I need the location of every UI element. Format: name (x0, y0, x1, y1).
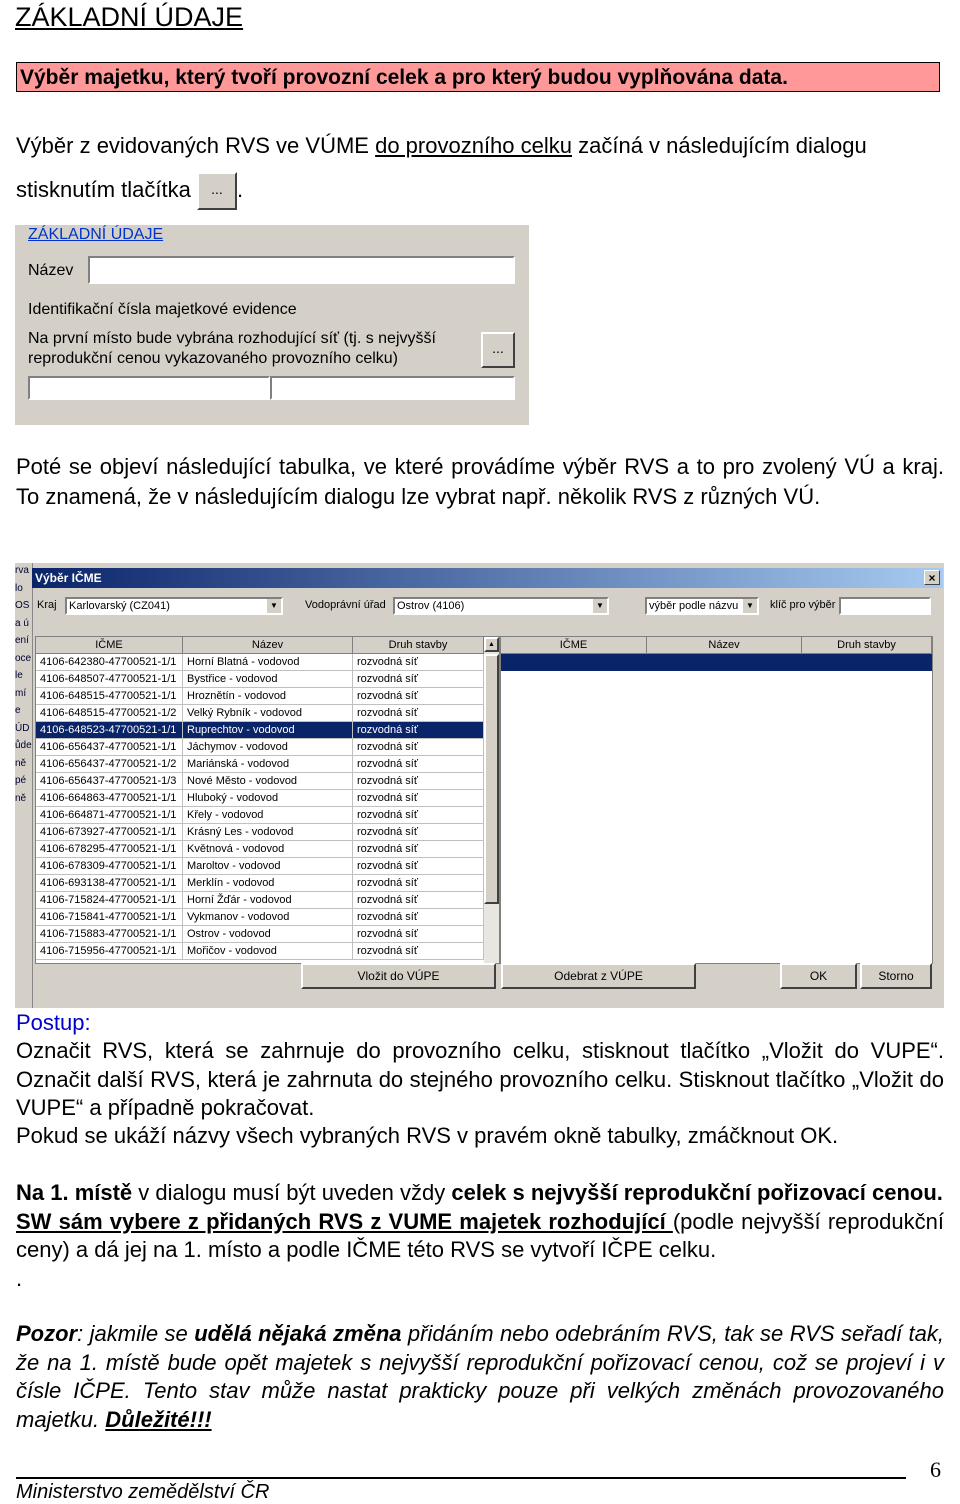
cell-type: rozvodná síť (353, 875, 484, 892)
cell-ichme: 4106-656437-47700521-1/1 (36, 739, 183, 756)
table-row[interactable] (36, 790, 484, 807)
intro-dot: . (236, 177, 244, 202)
table-row[interactable] (36, 705, 484, 722)
cell-ichme: 4106-648515-47700521-1/1 (36, 688, 183, 705)
warning-label: Pozor (16, 1321, 78, 1346)
cell-name: Květnová - vodovod (183, 841, 353, 858)
background-window-fragment: ůde (15, 740, 32, 751)
id-input-1[interactable] (28, 376, 270, 400)
footer-organization: Ministerstvo zemědělství ČR (16, 1481, 270, 1503)
background-window-fragment: lo (15, 582, 23, 594)
rule-bold-2: celek s nejvyšší reprodukční pořizovací cenou. (451, 1180, 943, 1205)
cell-type: rozvodná síť (353, 909, 484, 926)
background-window-fragment: le (15, 670, 23, 681)
cell-ichme: 4106-642380-47700521-1/1 (36, 654, 183, 671)
cell-type: rozvodná síť (353, 858, 484, 875)
rule-dot: . (16, 1265, 23, 1291)
table-row[interactable] (36, 875, 484, 892)
water-authority-label: Vodoprávní úřad (305, 599, 386, 611)
dialog-title: Výběr IČME (35, 571, 102, 585)
intro-paragraph (16, 124, 944, 212)
name-label: Název (28, 262, 74, 279)
table-row[interactable] (36, 756, 484, 773)
cell-name: Mořičov - vodovod (183, 943, 353, 960)
selected-grid-empty-row[interactable] (501, 654, 932, 671)
available-grid (35, 636, 500, 964)
background-window-fragment: mí (15, 687, 27, 699)
selected-grid (500, 636, 933, 964)
cell-type: rozvodná síť (353, 841, 484, 858)
cell-ichme: 4106-715956-47700521-1/1 (36, 943, 183, 960)
procedure-title: Postup: (16, 1010, 91, 1035)
warning-text-1: : jakmile se (77, 1321, 195, 1346)
cell-type: rozvodná síť (353, 688, 484, 705)
cell-ichme: 4106-693138-47700521-1/1 (36, 875, 183, 892)
cell-name: Bystřice - vodovod (183, 671, 353, 688)
procedure-text-2: Pokud se ukáží názvy všech vybraných RVS v pravém okně tabulky, zmáčknout OK. (16, 1123, 839, 1148)
cell-name: Horní Žďár - vodovod (183, 892, 353, 909)
background-window-fragment: ně (15, 792, 27, 804)
col-header-ichme-right[interactable]: IČME (501, 637, 647, 654)
cell-type: rozvodná síť (353, 654, 484, 671)
cell-ichme: 4106-648507-47700521-1/1 (36, 671, 183, 688)
cell-name: Krásný Les - vodovod (183, 824, 353, 841)
footer-rule (16, 1477, 906, 1479)
cell-ichme: 4106-715841-47700521-1/1 (36, 909, 183, 926)
table-row[interactable] (36, 688, 484, 705)
page-number: 6 (930, 1457, 941, 1482)
dropdown-arrow-icon: ▼ (593, 599, 607, 613)
cell-type: rozvodná síť (353, 756, 484, 773)
background-window-fragment: OS (15, 600, 30, 611)
cell-ichme: 4106-715824-47700521-1/1 (36, 892, 183, 909)
ok-button[interactable]: OK (780, 963, 857, 989)
cell-name: Velký Rybník - vodovod (183, 705, 353, 722)
scroll-thumb[interactable] (484, 654, 499, 904)
cell-name: Ruprechtov - vodovod (183, 722, 353, 739)
col-header-name[interactable]: Název (183, 637, 353, 654)
table-row[interactable] (36, 858, 484, 875)
cell-type: rozvodná síť (353, 943, 484, 960)
cell-type: rozvodná síť (353, 926, 484, 943)
background-window-fragment: pé (15, 775, 27, 786)
background-window-fragment: ení (15, 635, 29, 646)
cell-ichme: 4106-673927-47700521-1/1 (36, 824, 183, 841)
rule-bold-1: Na 1. místě (16, 1180, 133, 1205)
rule-text-1: v dialogu musí být uveden vždy (132, 1180, 452, 1205)
scroll-up-icon[interactable]: ▲ (484, 637, 499, 652)
grid-scrollbar[interactable] (484, 637, 499, 963)
cell-name: Horní Blatná - vodovod (183, 654, 353, 671)
table-row[interactable] (36, 654, 484, 671)
rule-underlined: SW sám vybere z přidaných RVS z VUME majetek rozhodující (16, 1208, 673, 1234)
form-browse-button[interactable]: ... (481, 332, 515, 368)
cell-type: rozvodná síť (353, 773, 484, 790)
table-row[interactable] (36, 671, 484, 688)
table-row[interactable] (36, 739, 484, 756)
cell-name: Mariánská - vodovod (183, 756, 353, 773)
background-window-fragment: a ú (15, 617, 29, 629)
highlight-bar: Výběr majetku, který tvoří provozní celek a pro který budou vyplňována data. (16, 62, 940, 92)
cell-name: Hluboký - vodovod (183, 790, 353, 807)
cell-ichme: 4106-656437-47700521-1/2 (36, 756, 183, 773)
cell-type: rozvodná síť (353, 722, 484, 739)
cell-name: Ostrov - vodovod (183, 926, 353, 943)
table-row[interactable] (36, 926, 484, 943)
cell-ichme: 4106-648523-47700521-1/1 (36, 722, 183, 739)
intro-underlined: do provozního celku (375, 133, 572, 158)
table-row[interactable] (36, 824, 484, 841)
cell-ichme: 4106-678309-47700521-1/1 (36, 858, 183, 875)
cell-ichme: 4106-656437-47700521-1/3 (36, 773, 183, 790)
cell-type: rozvodná síť (353, 790, 484, 807)
cell-name: Křely - vodovod (183, 807, 353, 824)
intro-text-1: Výběr z evidovaných RVS ve VÚME (16, 133, 376, 158)
key-input[interactable] (839, 597, 931, 615)
insert-button[interactable]: Vložit do VÚPE (301, 963, 496, 989)
region-label: Kraj (37, 599, 57, 611)
dialog-titlebar (32, 568, 943, 588)
col-header-name-right[interactable]: Název (647, 637, 802, 654)
warning-text-2: přidáním nebo odebráním RVS, tak se RVS seřadí tak, že na 1. místě bude opět majetek s nejvyšší reprodukční pořizovací cenou, což se projeví i v čísle IČPE. Tento stav může nastat prakticky pouze při velkých změnách provozovaného majetku. (16, 1321, 945, 1432)
cell-ichme: 4106-648515-47700521-1/2 (36, 705, 183, 722)
dropdown-arrow-icon: ▼ (743, 599, 757, 613)
water-authority-select[interactable] (393, 597, 609, 615)
cell-name: Nové Město - vodovod (183, 773, 353, 790)
background-window-fragment: ně (15, 757, 27, 769)
basic-data-form (15, 225, 529, 425)
close-icon[interactable]: × (924, 570, 940, 585)
cell-type: rozvodná síť (353, 739, 484, 756)
warning-bold: udělá nějaká změna (194, 1321, 402, 1346)
cell-name: Hroznětín - vodovod (183, 688, 353, 705)
cell-ichme: 4106-715883-47700521-1/1 (36, 926, 183, 943)
browse-button-sample[interactable]: ... (197, 172, 237, 210)
warning-paragraph (16, 1320, 944, 1434)
cell-ichme: 4106-664863-47700521-1/1 (36, 790, 183, 807)
cell-type: rozvodná síť (353, 824, 484, 841)
cell-name: Maroltov - vodovod (183, 858, 353, 875)
cell-type: rozvodná síť (353, 671, 484, 688)
important-note: Důležité!!! (105, 1406, 212, 1432)
cell-name: Vykmanov - vodovod (183, 909, 353, 926)
cell-type: rozvodná síť (353, 892, 484, 909)
form-note: Na první místo bude vybrána rozhodující síť (tj. s nejvyšší reprodukční cenou vykazovaného provozního celku) (28, 330, 436, 367)
table-row[interactable] (36, 943, 484, 960)
col-header-type[interactable]: Druh stavby (353, 637, 484, 654)
table-row[interactable] (36, 892, 484, 909)
id-input-2[interactable] (270, 376, 515, 400)
search-mode-value: výběr podle názvu (649, 600, 739, 612)
page-heading: ZÁKLADNÍ ÚDAJE (15, 2, 244, 32)
rule-paragraph (16, 1179, 944, 1293)
remove-button[interactable]: Odebrat z VÚPE (501, 963, 696, 989)
table-row[interactable] (36, 722, 484, 739)
background-window-fragment: e (15, 705, 21, 716)
name-input[interactable] (88, 256, 515, 284)
region-select-value: Karlovarský (CZ041) (69, 600, 170, 612)
table-row[interactable] (36, 807, 484, 824)
cancel-button[interactable]: Storno (860, 963, 932, 989)
search-mode-select[interactable] (645, 597, 759, 615)
col-header-type-right[interactable]: Druh stavby (802, 637, 932, 654)
ichme-dialog (15, 563, 944, 1008)
cell-ichme: 4106-678295-47700521-1/1 (36, 841, 183, 858)
procedure-text: Označit RVS, která se zahrnuje do provozního celku, stisknout tlačítko „Vložit do VUPE“. Označit další RVS, která je zahrnuta do stejného provozního celku. Stisknout tlačítko „Vložit do VUPE“ a případně pokračovat. (16, 1038, 944, 1120)
background-window-fragment: ÚD (15, 722, 30, 734)
col-header-ichme[interactable]: IČME (36, 637, 183, 654)
table-row[interactable] (36, 773, 484, 790)
cell-type: rozvodná síť (353, 807, 484, 824)
cell-type: rozvodná síť (353, 705, 484, 722)
rule-text-2: (podle nejvyšší reprodukční ceny) a dá jej na 1. místo a podle IČME této RVS se vytvoří IČPE celku. (16, 1208, 944, 1262)
background-window-strip (15, 563, 33, 1008)
water-authority-value: Ostrov (4106) (397, 600, 465, 612)
table-row[interactable] (36, 841, 484, 858)
key-label: klíč pro výběr (770, 599, 836, 611)
table-row[interactable] (36, 909, 484, 926)
id-label: Identifikační čísla majetkové evidence (28, 301, 297, 318)
region-select[interactable] (65, 597, 283, 615)
form-title: ZÁKLADNÍ ÚDAJE (28, 226, 164, 243)
paragraph-2: Poté se objeví následující tabulka, ve které provádíme výběr RVS a to pro zvolený VÚ a kraj. To znamená, že v následujícím dialogu lze vybrat např. několik RVS z různých VÚ. (16, 454, 944, 509)
cell-name: Merklín - vodovod (183, 875, 353, 892)
cell-ichme: 4106-664871-47700521-1/1 (36, 807, 183, 824)
cell-name: Jáchymov - vodovod (183, 739, 353, 756)
dropdown-arrow-icon: ▼ (267, 599, 281, 613)
background-window-fragment: oce (15, 652, 32, 664)
intro-text-2: začíná v následujícím dialogu stisknutím tlačítka (16, 133, 867, 202)
background-window-fragment: rva (15, 565, 29, 576)
